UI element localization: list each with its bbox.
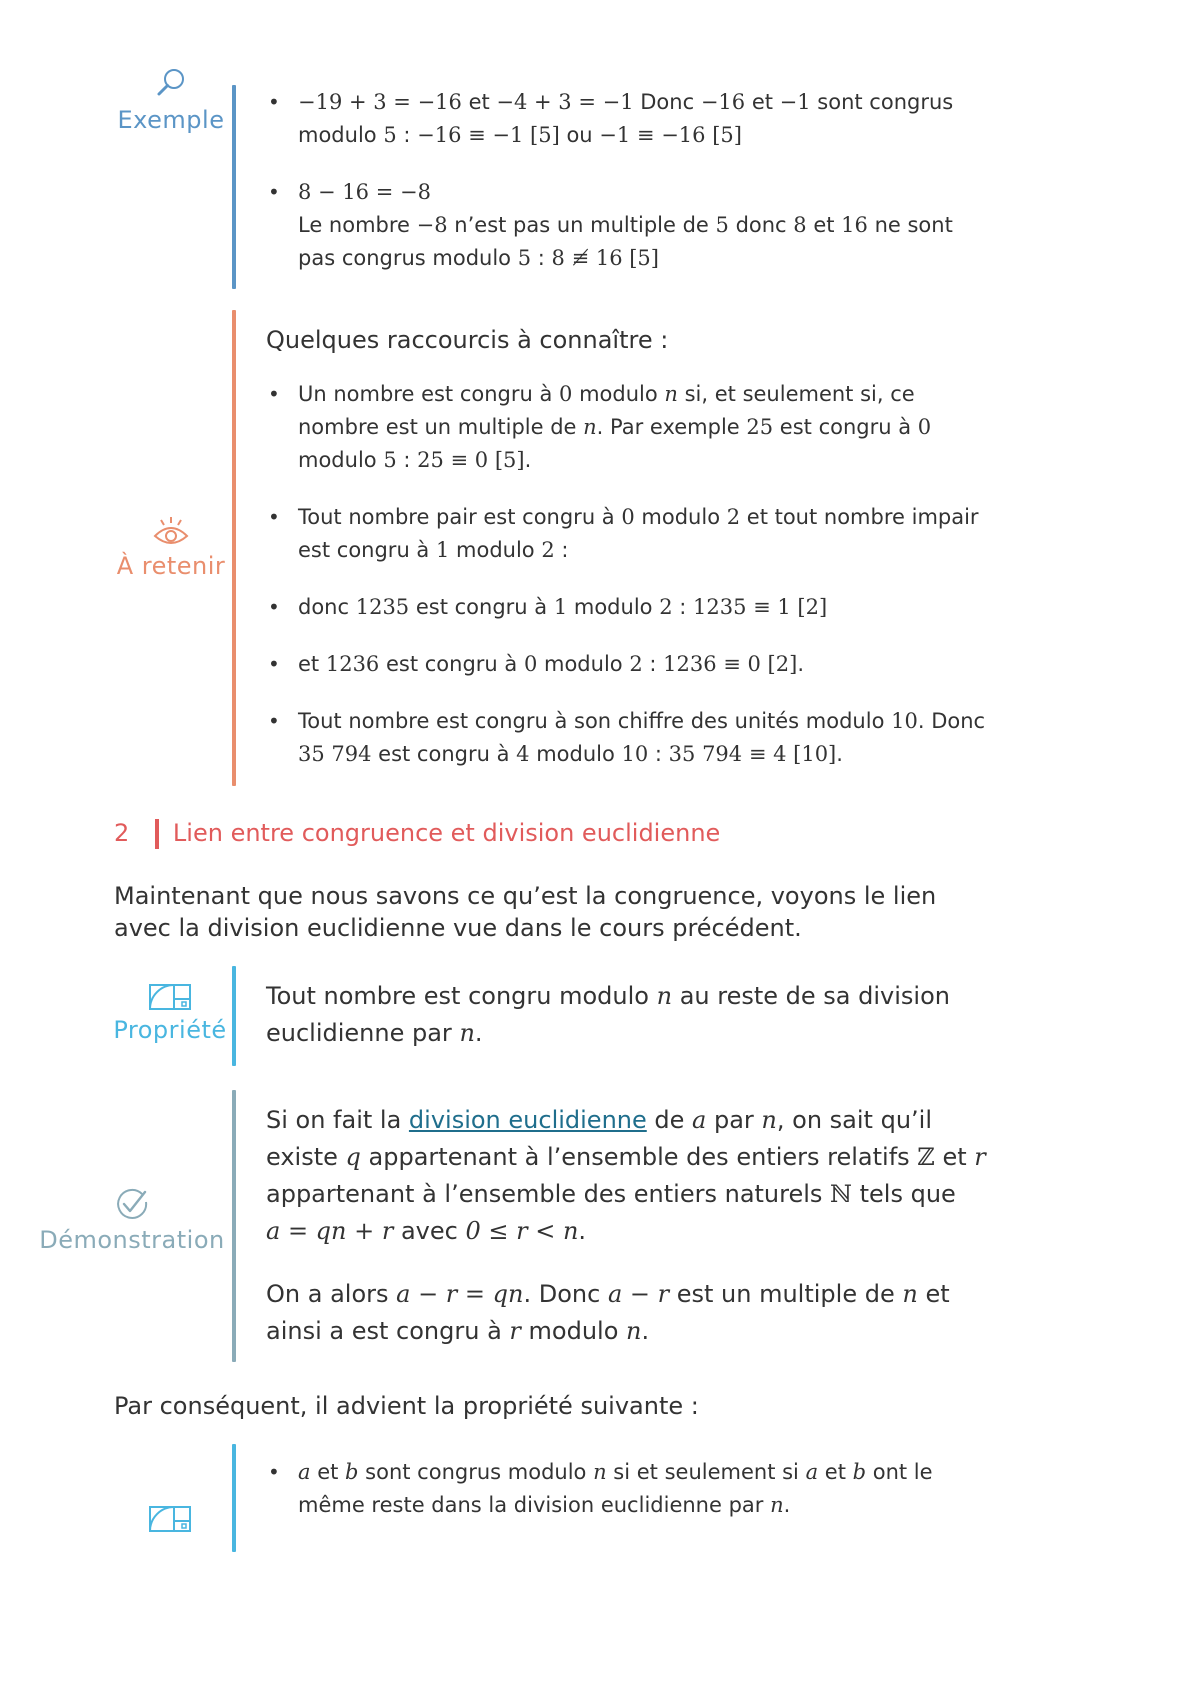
example-side-label: [108, 66, 234, 134]
retenir-block: [0, 310, 1190, 790]
propriete-side-label: [106, 982, 234, 1044]
demonstration-label: Démonstration: [39, 1226, 225, 1254]
retenir-label: À retenir: [116, 552, 226, 580]
retenir-item-5: • Tout nombre est congru à son chiffre des unités modulo 10. Donc 35 794 est congru à 4 modulo 10 : 35 794 ≡ 4 [10].: [266, 705, 1086, 771]
example-block: [0, 60, 1190, 292]
demonstration-bar: [232, 1090, 236, 1362]
golden-rectangle-icon: [148, 982, 192, 1012]
propriete-block: [0, 966, 1190, 1070]
example-label: Exemple: [117, 106, 225, 134]
propriete2-bar: [232, 1444, 236, 1552]
section-divider: [155, 819, 159, 849]
eye-icon: [151, 514, 191, 548]
section-heading: [114, 816, 720, 850]
magnifier-icon: [153, 66, 189, 102]
demonstration-paragraph-1: Si on fait la division euclidienne de a par n, on sait qu’il existe q appartenant à l’ensemble des entiers relatifs ℤ et r appartenant à l’ensemble des entiers naturels ℕ tels que a = qn + r avec 0 ≤ r < n.: [266, 1106, 986, 1245]
check-circle-icon: [114, 1186, 150, 1222]
propriete-bar: [232, 966, 236, 1066]
section-number: 2: [114, 819, 130, 847]
retenir-item-1: • Un nombre est congru à 0 modulo n si, et seulement si, ce nombre est un multiple de n. Par exemple 25 est congru à 0 modulo 5 : 25 ≡ 0 [5].: [266, 378, 1086, 477]
propriete2-block: [0, 1444, 1190, 1564]
retenir-intro: Quelques raccourcis à connaître :: [266, 326, 669, 354]
section-title: Lien entre congruence et division euclidienne: [172, 819, 721, 847]
intro-paragraph: Maintenant que nous savons ce qu’est la congruence, voyons le lien avec la division euclidienne vue dans le cours précédent.: [114, 882, 937, 942]
demonstration-paragraph-2: On a alors a − r = qn. Donc a − r est un multiple de n et ainsi a est congru à r modulo n.: [266, 1280, 950, 1345]
retenir-item-2: • Tout nombre pair est congru à 0 modulo 2 et tout nombre impair est congru à 1 modulo 2 :: [266, 501, 1086, 567]
propriete-text: Tout nombre est congru modulo n au reste de sa division euclidienne par n.: [266, 982, 950, 1047]
example-bar: [232, 85, 236, 289]
example-item-1: • −19 + 3 = −16 et −4 + 3 = −1 Donc −16 et −1 sont congrus modulo 5 : −16 ≡ −1 [5] ou −1 ≡ −16 [5]: [266, 86, 1086, 152]
demonstration-block: [0, 1090, 1190, 1366]
retenir-item-4: • et 1236 est congru à 0 modulo 2 : 1236 ≡ 0 [2].: [266, 648, 1086, 681]
example-item-2: • 8 − 16 = −8 Le nombre −8 n’est pas un multiple de 5 donc 8 et 16 ne sont pas congrus modulo 5 : 8 ≢ 16 [5]: [266, 176, 1086, 275]
propriete2-item-1: • a et b sont congrus modulo n si et seulement si a et b ont le même reste dans la division euclidienne par n.: [266, 1456, 1086, 1522]
golden-rectangle-icon: [148, 1504, 192, 1534]
retenir-bar: [232, 310, 236, 786]
propriete-label: Propriété: [113, 1016, 227, 1044]
retenir-item-3: • donc 1235 est congru à 1 modulo 2 : 1235 ≡ 1 [2]: [266, 591, 1086, 624]
demonstration-side-label: [30, 1186, 234, 1254]
propriete2-side-label: [106, 1504, 234, 1538]
consequence-paragraph: Par conséquent, il advient la propriété suivante :: [114, 1392, 699, 1420]
division-euclidienne-link[interactable]: division euclidienne: [408, 1106, 647, 1134]
retenir-side-label: [108, 514, 234, 580]
